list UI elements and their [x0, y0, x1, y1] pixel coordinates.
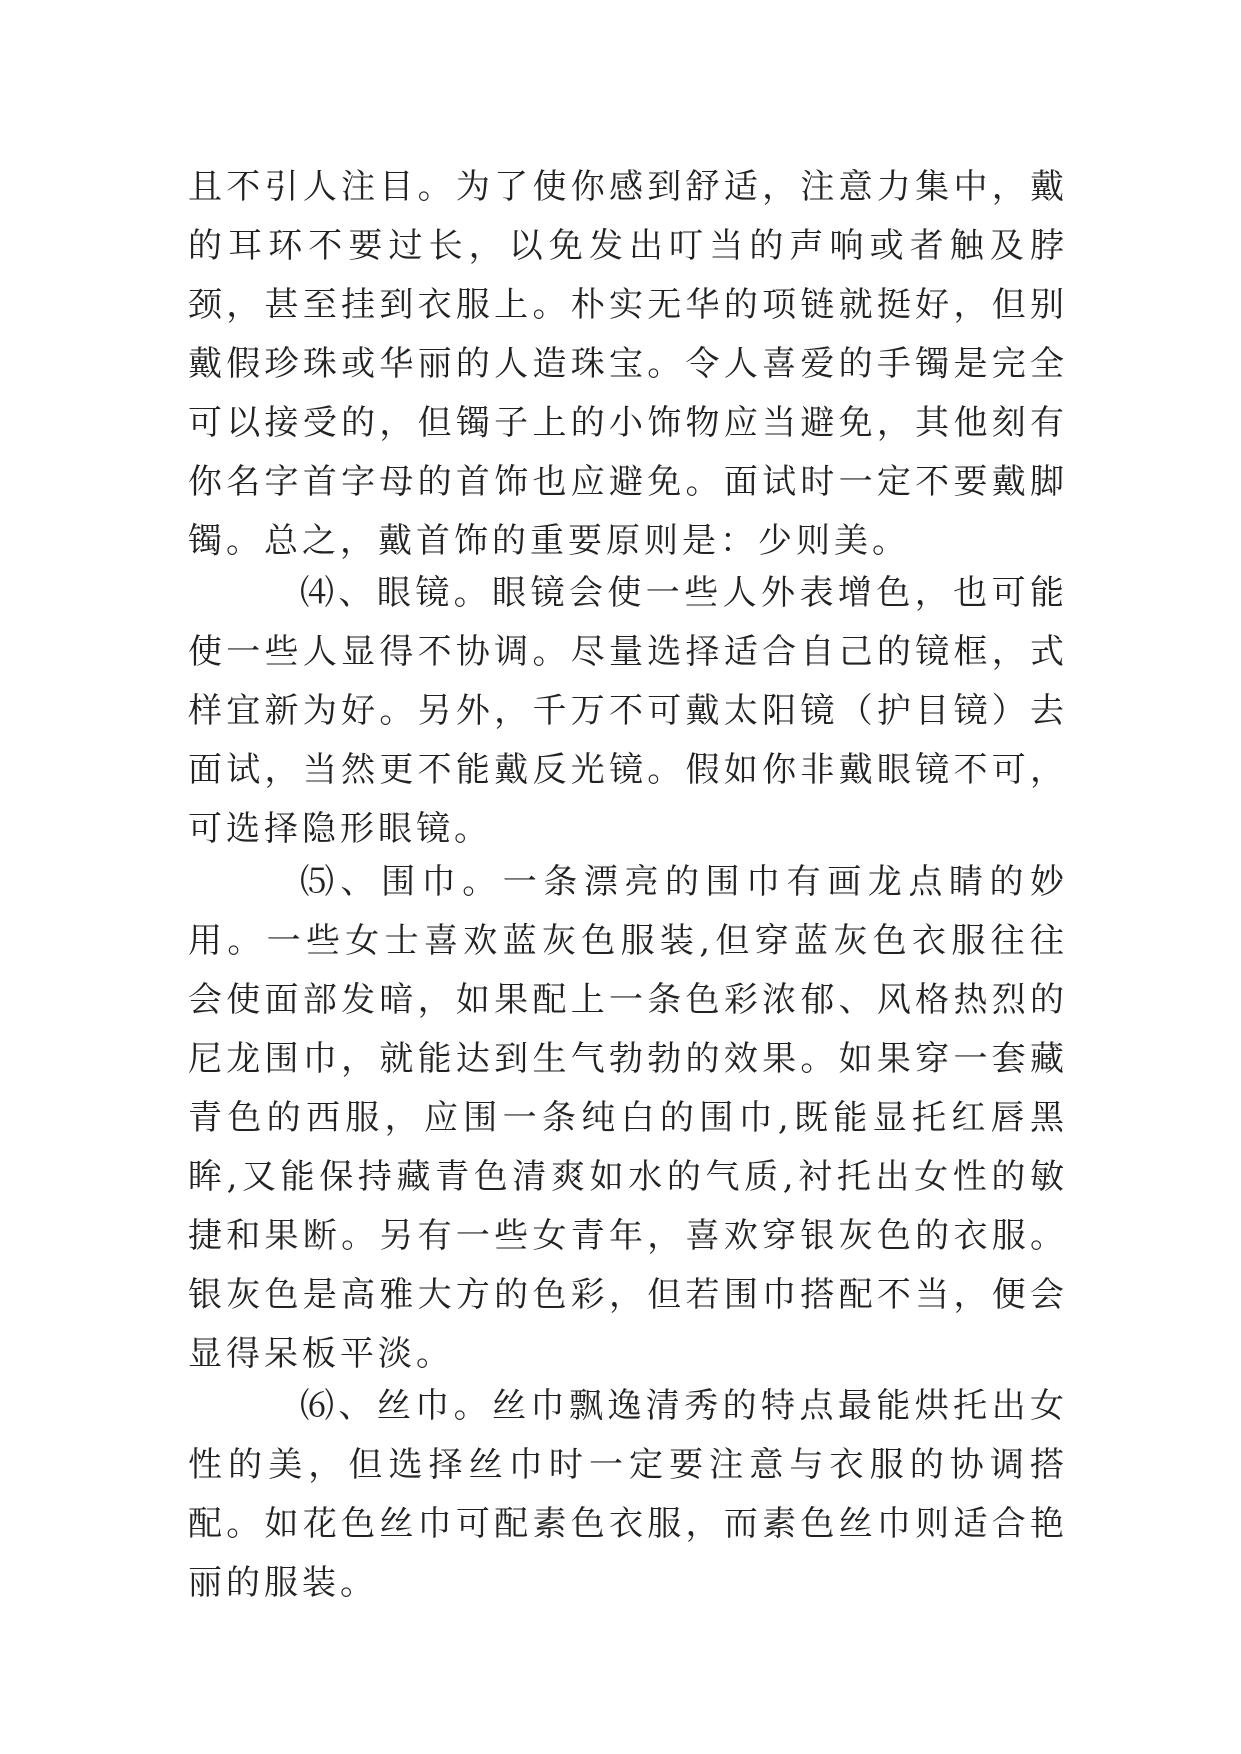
paragraph-jewelry-continued: 且不引人注目。为了使你感到舒适，注意力集中，戴的耳环不要过长，以免发出叮当的声响或者触及脖颈，甚至挂到衣服上。朴实无华的项链就挺好，但别戴假珍珠或华丽的人造珠宝。令人喜爱的手镯是完全可以接受的，但镯子上的小饰物应当避免，其他刻有你名字首字母的首饰也应避免。面试时一定不要戴脚镯。总之，戴首饰的重要原则是：少则美。 — [188, 167, 1068, 561]
paragraph-silk-scarf: ⑹、丝巾。丝巾飘逸清秀的特点最能烘托出女性的美，但选择丝巾时一定要注意与衣服的协调搭配。如花色丝巾可配素色衣服，而素色丝巾则适合艳丽的服装。 — [188, 1386, 1068, 1603]
paragraph-scarf: ⑸、围巾。一条漂亮的围巾有画龙点睛的妙用。一些女士喜欢蓝灰色服装,但穿蓝灰色衣服往往会使面部发暗，如果配上一条色彩浓郁、风格热烈的尼龙围巾，就能达到生气勃勃的效果。如果穿一套藏青色的西服，应围一条纯白的围巾,既能显托红唇黑眸,又能保持藏青色清爽如水的气质,衬托出女性的敏捷和果断。另有一些女青年，喜欢穿银灰色的衣服。银灰色是高雅大方的色彩，但若围巾搭配不当，便会显得呆板平淡。 — [188, 862, 1068, 1374]
paragraph-glasses: ⑷、眼镜。眼镜会使一些人外表增色，也可能使一些人显得不协调。尽量选择适合自己的镜框，式样宜新为好。另外，千万不可戴太阳镜（护目镜）去面试，当然更不能戴反光镜。假如你非戴眼镜不可，可选择隐形眼镜。 — [188, 573, 1068, 849]
